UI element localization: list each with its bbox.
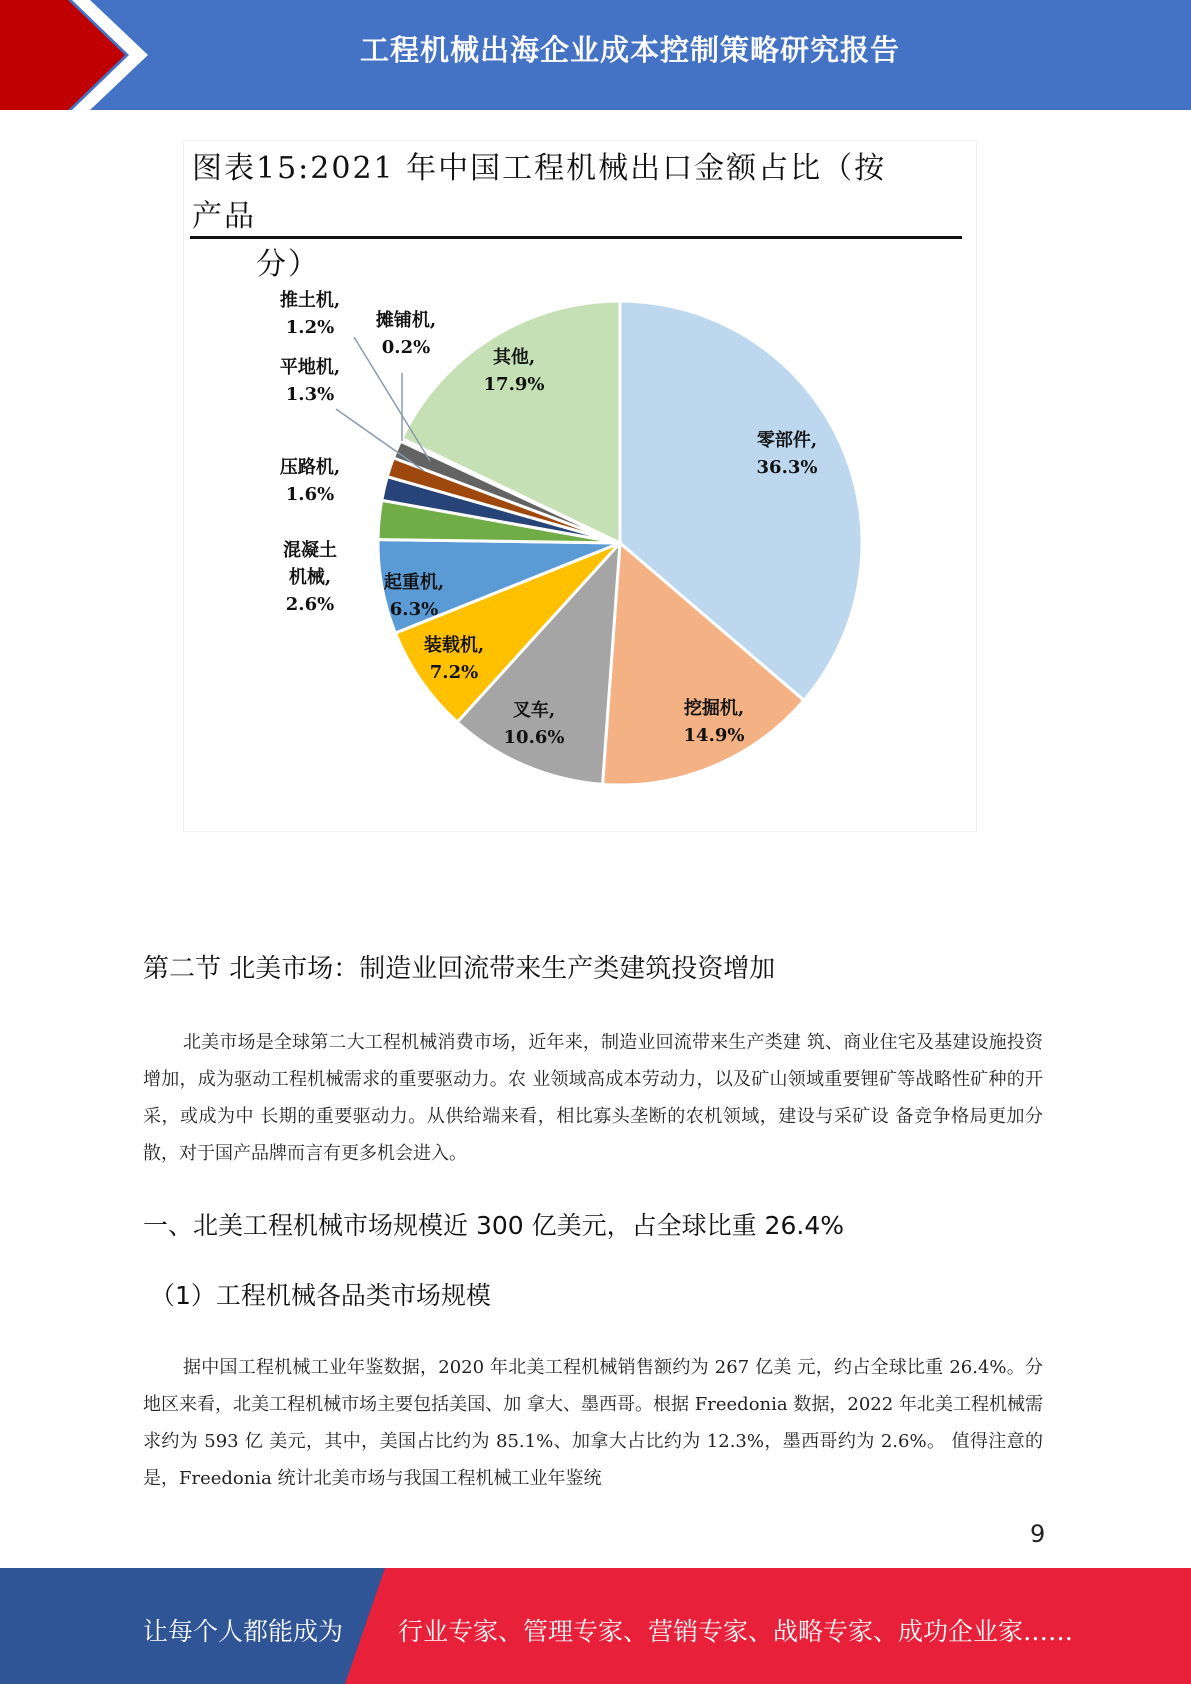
footer-slogan-right: 行业专家、管理专家、营销专家、战略专家、成功企业家…… <box>398 1617 1074 1646</box>
pie-label-category: 叉车, <box>512 700 556 721</box>
pie-label-category: 挖掘机, <box>683 698 745 719</box>
pie-label-value: 1.2% <box>285 317 335 338</box>
pie-label-category: 压路机, <box>279 457 341 478</box>
header-arrow-decoration <box>0 0 260 110</box>
pie-label-value: 14.9% <box>683 725 745 746</box>
chart-figure <box>183 140 977 832</box>
pie-label-value: 1.3% <box>285 384 335 405</box>
footer-slogan-left: 让每个人都能成为 <box>143 1617 344 1646</box>
pie-label <box>376 309 436 358</box>
paragraph-2 <box>143 1349 1043 1497</box>
pie-label-category: 混凝土 <box>283 540 337 561</box>
heading-1: 一、北美工程机械市场规模近 300 亿美元，占全球比重 26.4% <box>143 1211 844 1240</box>
pie-label-category: 平地机, <box>279 357 341 378</box>
pie-label-value: 1.6% <box>285 484 335 505</box>
chart-title-line1: 图表15:2021 年中国工程机械出口金额占比（按产品 <box>192 151 887 234</box>
paragraph-1-text: 北美市场是全球第二大工程机械消费市场，近年来，制造业回流带来生产类建 筑、商业住宅及基建设施投资增加，成为驱动工程机械需求的重要驱动力。农 业领域高成本劳动力，以及矿山领域重要锂矿等战略性矿种的开采，或成为中 长期的重要驱动力。从供给端来看，相比寡头垄断的农机领域，建设与采矿设 备竞争格局更加分散，对于国产品牌而言有更多机会进入。 <box>143 1032 1043 1164</box>
paragraph-2-text: 据中国工程机械工业年鉴数据，2020 年北美工程机械销售额约为 267 亿美 元，约占全球比重 26.4%。分地区来看，北美工程机械市场主要包括美国、加 拿大、墨西哥。根据 Freedonia 数据，2022 年北美工程机械需求约为 593 亿 美元，其中，美国占比约为 85.1%、加拿大占比约为 12.3%，墨西哥约为 2.6%。 值得注意的是，Freedonia 统计北美市场与我国工程机械工业年鉴统 <box>143 1357 1043 1489</box>
page-number: 9 <box>1030 1520 1046 1548</box>
chart-title-line2: 分） <box>256 247 320 282</box>
pie-label <box>280 289 340 338</box>
pie-label-value: 6.3% <box>389 599 439 620</box>
pie-label-category: 零部件, <box>756 430 818 451</box>
pie-label-category: 机械, <box>288 567 332 588</box>
header-title: 工程机械出海企业成本控制策略研究报告 <box>359 33 900 67</box>
page-header <box>0 0 1191 110</box>
pie-label-value: 10.6% <box>503 727 565 748</box>
pie-label <box>280 356 340 405</box>
pie-label <box>280 456 340 505</box>
section-title: 第二节 北美市场：制造业回流带来生产类建筑投资增加 <box>143 954 776 984</box>
pie-label-value: 7.2% <box>429 662 479 683</box>
pie-label-category: 推土机, <box>279 290 341 311</box>
pie-label <box>283 539 337 615</box>
pie-label-value: 2.6% <box>285 594 335 615</box>
pie-chart <box>184 141 976 831</box>
pie-label-value: 0.2% <box>381 337 431 358</box>
paragraph-1 <box>143 1024 1043 1172</box>
pie-label-category: 其他, <box>492 347 536 368</box>
pie-label-value: 17.9% <box>483 374 545 395</box>
pie-label-category: 装载机, <box>423 635 485 656</box>
heading-2: （1）工程机械各品类市场规模 <box>150 1281 491 1310</box>
pie-label-category: 摊铺机, <box>375 310 437 331</box>
pie-label-value: 36.3% <box>756 457 818 478</box>
page-footer <box>0 1568 1191 1684</box>
pie-label-category: 起重机, <box>383 572 445 593</box>
